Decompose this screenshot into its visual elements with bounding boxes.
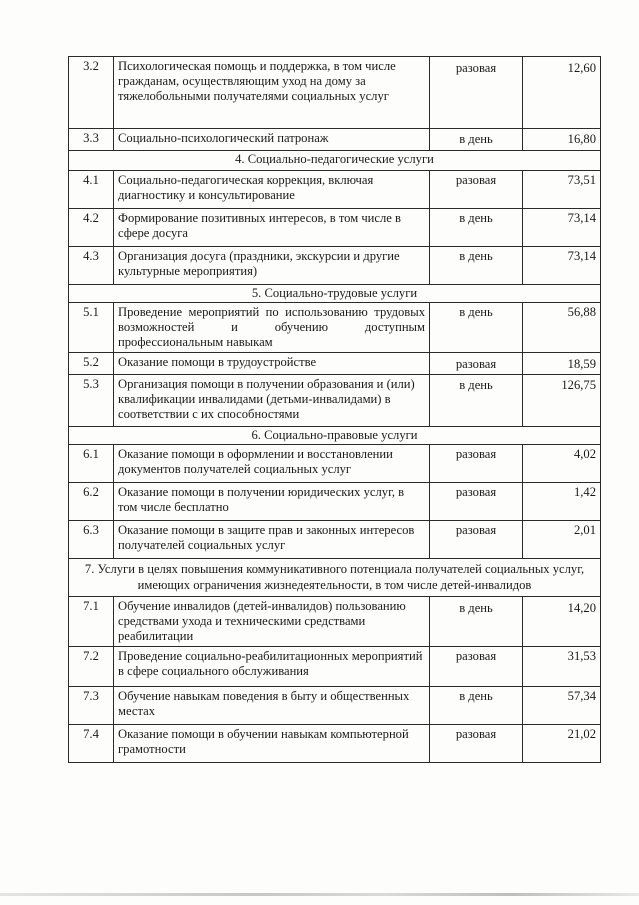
row-number: 5.3 <box>69 375 114 427</box>
service-price: 31,53 <box>523 647 601 687</box>
table-row <box>69 687 601 725</box>
service-price: 73,14 <box>523 247 601 285</box>
service-name: Оказание помощи в получении юридических услуг, в том числе бесплатно <box>114 483 430 521</box>
service-frequency: разовая <box>430 483 523 521</box>
service-price: 126,75 <box>523 375 601 427</box>
table-row <box>69 209 601 247</box>
row-number: 3.3 <box>69 129 114 151</box>
service-name: Оказание помощи в обучении навыкам компьютерной грамотности <box>114 725 430 763</box>
section-header-row <box>69 427 601 445</box>
service-price: 2,01 <box>523 521 601 559</box>
service-price: 57,34 <box>523 687 601 725</box>
service-frequency: разовая <box>430 725 523 763</box>
service-frequency: в день <box>430 129 523 151</box>
service-frequency: в день <box>430 375 523 427</box>
section-title: 7. Услуги в целях повышения коммуникативного потенциала получателей социальных услуг, имеющих ограничения жизнедеятельности, в том числе детей-инвалидов <box>69 559 601 597</box>
table-row <box>69 247 601 285</box>
service-name: Организация помощи в получении образования и (или) квалификации инвалидами (детьми-инвалидами) в соответствии с их способностями <box>114 375 430 427</box>
service-name: Психологическая помощь и поддержка, в том числе гражданам, осуществляющим уход на дому за тяжелобольными получателями социальных услуг <box>114 57 430 129</box>
table-row <box>69 597 601 647</box>
service-name: Оказание помощи в оформлении и восстановлении документов получателей социальных услуг <box>114 445 430 483</box>
service-name: Оказание помощи в трудоустройстве <box>114 353 430 375</box>
row-number: 7.4 <box>69 725 114 763</box>
service-name: Формирование позитивных интересов, в том числе в сфере досуга <box>114 209 430 247</box>
row-number: 7.2 <box>69 647 114 687</box>
service-price: 12,60 <box>523 57 601 129</box>
service-name: Оказание помощи в защите прав и законных интересов получателей социальных услуг <box>114 521 430 559</box>
service-name: Организация досуга (праздники, экскурсии и другие культурные мероприятия) <box>114 247 430 285</box>
service-name: Социально-психологический патронаж <box>114 129 430 151</box>
row-number: 7.3 <box>69 687 114 725</box>
table-row <box>69 353 601 375</box>
row-number: 4.2 <box>69 209 114 247</box>
service-price: 73,14 <box>523 209 601 247</box>
row-number: 3.2 <box>69 57 114 129</box>
service-frequency: в день <box>430 247 523 285</box>
row-number: 6.1 <box>69 445 114 483</box>
service-frequency: в день <box>430 597 523 647</box>
table-row <box>69 171 601 209</box>
section-header-row <box>69 151 601 171</box>
service-frequency: в день <box>430 303 523 353</box>
service-frequency: в день <box>430 209 523 247</box>
service-name: Обучение навыкам поведения в быту и общественных местах <box>114 687 430 725</box>
service-frequency: разовая <box>430 57 523 129</box>
service-name: Проведение мероприятий по использованию трудовых возможностей и обучению доступным профессиональным навыкам <box>114 303 430 353</box>
row-number: 6.3 <box>69 521 114 559</box>
service-price: 1,42 <box>523 483 601 521</box>
row-number: 4.1 <box>69 171 114 209</box>
service-price: 16,80 <box>523 129 601 151</box>
services-tariff-table <box>68 56 601 763</box>
service-name: Проведение социально-реабилитационных мероприятий в сфере социального обслуживания <box>114 647 430 687</box>
section-title: 5. Социально-трудовые услуги <box>69 285 601 303</box>
table-row <box>69 303 601 353</box>
row-number: 7.1 <box>69 597 114 647</box>
service-frequency: разовая <box>430 445 523 483</box>
service-name: Обучение инвалидов (детей-инвалидов) пользованию средствами ухода и техническими средствами реабилитации <box>114 597 430 647</box>
row-number: 5.1 <box>69 303 114 353</box>
service-frequency: в день <box>430 687 523 725</box>
table-row <box>69 725 601 763</box>
table-row <box>69 375 601 427</box>
service-frequency: разовая <box>430 171 523 209</box>
table-row <box>69 521 601 559</box>
service-price: 56,88 <box>523 303 601 353</box>
service-frequency: разовая <box>430 353 523 375</box>
section-header-row <box>69 285 601 303</box>
service-price: 18,59 <box>523 353 601 375</box>
service-price: 21,02 <box>523 725 601 763</box>
service-price: 4,02 <box>523 445 601 483</box>
section-header-row <box>69 559 601 597</box>
section-title: 4. Социально-педагогические услуги <box>69 151 601 171</box>
service-price: 73,51 <box>523 171 601 209</box>
service-frequency: разовая <box>430 647 523 687</box>
service-name: Социально-педагогическая коррекция, включая диагностику и консультирование <box>114 171 430 209</box>
table-row <box>69 57 601 129</box>
service-price: 14,20 <box>523 597 601 647</box>
scan-edge-artifact <box>0 893 639 896</box>
service-frequency: разовая <box>430 521 523 559</box>
section-title: 6. Социально-правовые услуги <box>69 427 601 445</box>
table-row <box>69 129 601 151</box>
row-number: 5.2 <box>69 353 114 375</box>
row-number: 4.3 <box>69 247 114 285</box>
row-number: 6.2 <box>69 483 114 521</box>
table-row <box>69 647 601 687</box>
table-row <box>69 445 601 483</box>
table-row <box>69 483 601 521</box>
